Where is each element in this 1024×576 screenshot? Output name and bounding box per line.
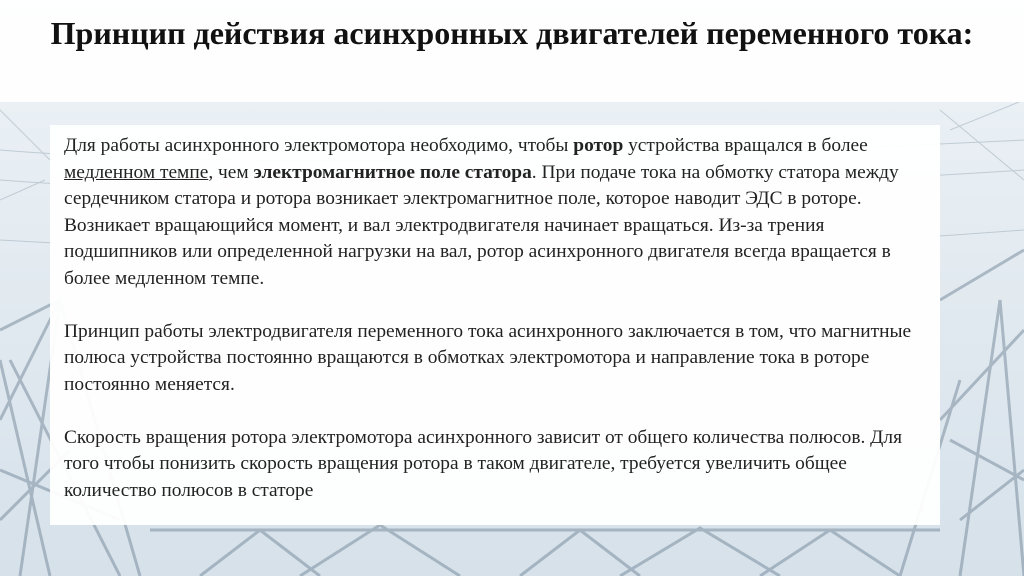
bold-rotor: ротор: [573, 135, 624, 156]
text-box: [50, 125, 940, 525]
paragraph-3: Скорость вращения ротора электромотора асинхронного зависит от общего количества полюсов. Для того чтобы понизить скорость вращения ротора в таком двигателе, требуется увеличить общее количество полюсов в статоре: [64, 426, 902, 501]
paragraph-1: [64, 133, 928, 292]
slide-title: Принцип действия асинхронных двигателей переменного тока:: [50, 15, 974, 51]
underlined-slow-pace: медленном темпе: [64, 161, 209, 183]
paragraph-1-part-1: Для работы асинхронного электромотора необходимо, чтобы: [64, 135, 574, 156]
bold-stator-field: электромагнитное поле статора: [253, 161, 532, 183]
paragraph-1-part-2: устройства вращался в более: [623, 135, 868, 156]
title-band: [0, 0, 1024, 102]
paragraph-2: Принцип работы электродвигателя переменного тока асинхронного заключается в том, что магнитные полюса устройства постоянно вращаются в обмотках электромотора и направление тока в роторе постоянно меняется.: [64, 320, 912, 395]
paragraph-1-part-4: . При подаче тока на обмотку статора между сердечником статора и ротора возникает электромагнитное поле, которое наводит ЭДС в роторе. Возникает вращающийся момент, и вал электродвигателя начинает вращаться. Из-за трения подшипников или определенной нагрузки на вал, ротор асинхронного двигателя всегда вращается в более медленном темпе.: [64, 161, 899, 289]
paragraph-1-part-3: , чем: [208, 161, 254, 183]
